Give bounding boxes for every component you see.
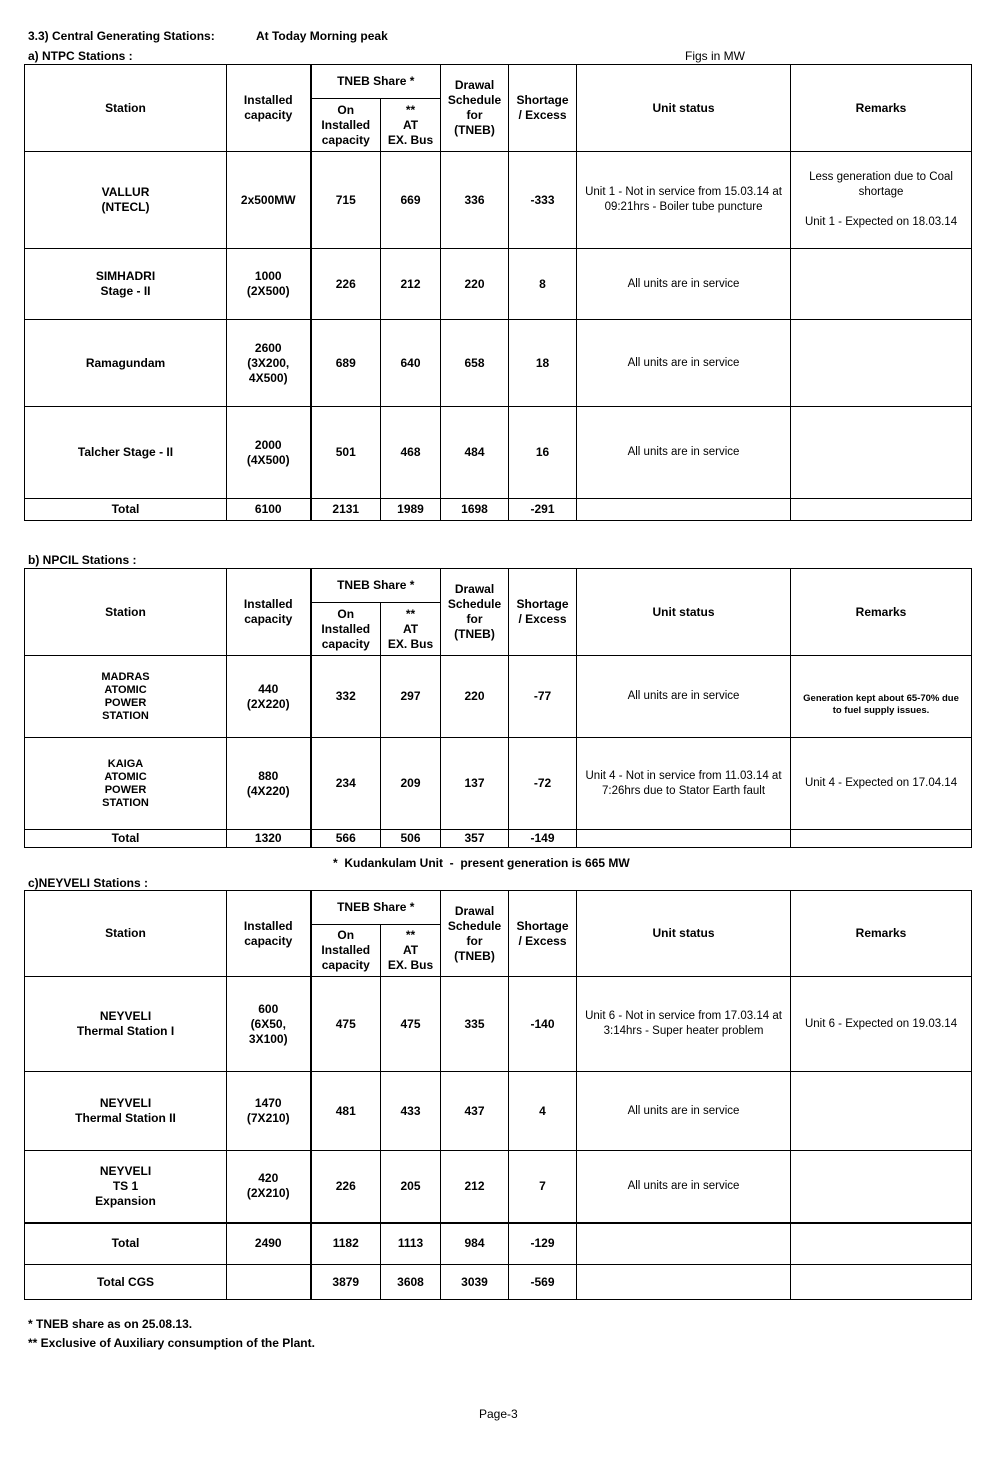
- at-exbus-value: 297: [381, 656, 441, 738]
- station-name: Ramagundam: [25, 320, 227, 407]
- ntpc-table: [24, 64, 972, 521]
- drawal-value: 335: [441, 977, 509, 1072]
- station-name: NEYVELI Thermal Station II: [25, 1072, 227, 1151]
- total-remarks-empty: [791, 830, 972, 848]
- shortage-value: -77: [509, 656, 577, 738]
- header-unit-status: Unit status: [577, 65, 791, 152]
- table-row: [25, 1151, 972, 1223]
- station-name: NEYVELI TS 1 Expansion: [25, 1151, 227, 1223]
- drawal-value: 437: [441, 1072, 509, 1151]
- remarks-text: Unit 4 - Expected on 17.04.14: [791, 738, 972, 830]
- total-remarks-empty: [791, 499, 972, 521]
- table-row: [25, 249, 972, 320]
- at-exbus-value: 212: [381, 249, 441, 320]
- total-at-exbus: 506: [381, 830, 441, 848]
- remarks-text: Less generation due to Coal shortage Unit 1 - Expected on 18.03.14: [791, 152, 972, 249]
- at-exbus-value: 209: [381, 738, 441, 830]
- station-name: KAIGA ATOMIC POWER STATION: [25, 738, 227, 830]
- total-at-exbus: 1989: [381, 499, 441, 521]
- unit-status-text: All units are in service: [577, 407, 791, 499]
- header-drawal: Drawal Schedule for (TNEB): [441, 891, 509, 977]
- station-name: SIMHADRI Stage - II: [25, 249, 227, 320]
- header-shortage: Shortage / Excess: [509, 65, 577, 152]
- header-unit-status: Unit status: [577, 891, 791, 977]
- header-at-exbus: ** AT EX. Bus: [381, 603, 441, 656]
- total-shortage: -129: [509, 1223, 577, 1265]
- shortage-value: 4: [509, 1072, 577, 1151]
- remarks-text: [791, 1072, 972, 1151]
- installed-capacity: 600 (6X50, 3X100): [227, 977, 311, 1072]
- footnote-tneb-share: * TNEB share as on 25.08.13.: [28, 1317, 193, 1331]
- shortage-value: 16: [509, 407, 577, 499]
- total-on-installed: 1182: [311, 1223, 381, 1265]
- on-installed-value: 234: [311, 738, 381, 830]
- header-on-installed: On Installed capacity: [311, 603, 381, 656]
- header-remarks: Remarks: [791, 65, 972, 152]
- on-installed-value: 226: [311, 249, 381, 320]
- remarks-text: [791, 1151, 972, 1223]
- grand-total-installed: [227, 1265, 311, 1300]
- header-on-installed: On Installed capacity: [311, 925, 381, 977]
- drawal-value: 220: [441, 249, 509, 320]
- total-shortage: -149: [509, 830, 577, 848]
- on-installed-value: 226: [311, 1151, 381, 1223]
- header-installed: Installed capacity: [227, 891, 311, 977]
- grand-total-label: Total CGS: [25, 1265, 227, 1300]
- remarks-text: Unit 6 - Expected on 19.03.14: [791, 977, 972, 1072]
- installed-capacity: 420 (2X210): [227, 1151, 311, 1223]
- remarks-text: [791, 320, 972, 407]
- table-row: [25, 407, 972, 499]
- installed-capacity: 440 (2X220): [227, 656, 311, 738]
- installed-capacity: 2000 (4X500): [227, 407, 311, 499]
- header-station: Station: [25, 569, 227, 656]
- at-exbus-value: 205: [381, 1151, 441, 1223]
- station-name: NEYVELI Thermal Station I: [25, 977, 227, 1072]
- at-exbus-value: 475: [381, 977, 441, 1072]
- header-tneb-share: TNEB Share *: [311, 891, 441, 925]
- header-drawal: Drawal Schedule for (TNEB): [441, 569, 509, 656]
- grand-total-row: [25, 1265, 972, 1300]
- unit-status-text: All units are in service: [577, 320, 791, 407]
- remarks-text: Generation kept about 65-70% due to fuel supply issues.: [791, 656, 972, 738]
- header-at-exbus: ** AT EX. Bus: [381, 99, 441, 152]
- grand-total-drawal: 3039: [441, 1265, 509, 1300]
- on-installed-value: 332: [311, 656, 381, 738]
- total-drawal: 1698: [441, 499, 509, 521]
- header-station: Station: [25, 891, 227, 977]
- on-installed-value: 715: [311, 152, 381, 249]
- header-tneb-share: TNEB Share *: [311, 569, 441, 603]
- npcil-table: [24, 568, 972, 848]
- page-number: Page-3: [479, 1407, 518, 1421]
- total-status-empty: [577, 1223, 791, 1265]
- station-name: Talcher Stage - II: [25, 407, 227, 499]
- header-installed: Installed capacity: [227, 65, 311, 152]
- total-remarks-empty: [791, 1223, 972, 1265]
- npcil-title: b) NPCIL Stations :: [28, 553, 137, 567]
- station-name: VALLUR (NTECL): [25, 152, 227, 249]
- table-row: [25, 738, 972, 830]
- total-installed: 2490: [227, 1223, 311, 1265]
- drawal-value: 212: [441, 1151, 509, 1223]
- header-tneb-share: TNEB Share *: [311, 65, 441, 99]
- at-exbus-value: 640: [381, 320, 441, 407]
- table-row: [25, 320, 972, 407]
- grand-total-shortage: -569: [509, 1265, 577, 1300]
- total-label: Total: [25, 1223, 227, 1265]
- drawal-value: 484: [441, 407, 509, 499]
- total-label: Total: [25, 499, 227, 521]
- shortage-value: 8: [509, 249, 577, 320]
- table-row: [25, 152, 972, 249]
- total-at-exbus: 1113: [381, 1223, 441, 1265]
- total-on-installed: 566: [311, 830, 381, 848]
- total-label: Total: [25, 830, 227, 848]
- header-installed: Installed capacity: [227, 569, 311, 656]
- at-exbus-value: 433: [381, 1072, 441, 1151]
- section-heading: 3.3) Central Generating Stations:: [28, 29, 215, 43]
- header-shortage: Shortage / Excess: [509, 569, 577, 656]
- header-remarks: Remarks: [791, 891, 972, 977]
- total-row: [25, 830, 972, 848]
- remarks-text: [791, 249, 972, 320]
- drawal-value: 336: [441, 152, 509, 249]
- total-installed: 1320: [227, 830, 311, 848]
- shortage-value: -140: [509, 977, 577, 1072]
- total-row: [25, 499, 972, 521]
- header-at-exbus: ** AT EX. Bus: [381, 925, 441, 977]
- table-row: [25, 1072, 972, 1151]
- neyveli-title: c)NEYVELI Stations :: [28, 876, 149, 890]
- header-drawal: Drawal Schedule for (TNEB): [441, 65, 509, 152]
- total-installed: 6100: [227, 499, 311, 521]
- total-drawal: 984: [441, 1223, 509, 1265]
- footnote-auxiliary: ** Exclusive of Auxiliary consumption of the Plant.: [28, 1336, 315, 1350]
- unit-status-text: All units are in service: [577, 656, 791, 738]
- unit-status-text: Unit 4 - Not in service from 11.03.14 at 7:26hrs due to Stator Earth fault: [577, 738, 791, 830]
- grand-total-on-installed: 3879: [311, 1265, 381, 1300]
- unit-status-text: Unit 6 - Not in service from 17.03.14 at 3:14hrs - Super heater problem: [577, 977, 791, 1072]
- on-installed-value: 475: [311, 977, 381, 1072]
- figs-note: Figs in MW: [685, 49, 745, 63]
- header-on-installed: On Installed capacity: [311, 99, 381, 152]
- unit-status-text: All units are in service: [577, 249, 791, 320]
- header-unit-status: Unit status: [577, 569, 791, 656]
- section-subtitle: At Today Morning peak: [256, 29, 388, 43]
- total-row: [25, 1223, 972, 1265]
- total-status-empty: [577, 830, 791, 848]
- grand-total-remarks-empty: [791, 1265, 972, 1300]
- at-exbus-value: 468: [381, 407, 441, 499]
- total-drawal: 357: [441, 830, 509, 848]
- installed-capacity: 1470 (7X210): [227, 1072, 311, 1151]
- installed-capacity: 1000 (2X500): [227, 249, 311, 320]
- shortage-value: -333: [509, 152, 577, 249]
- shortage-value: 7: [509, 1151, 577, 1223]
- at-exbus-value: 669: [381, 152, 441, 249]
- installed-capacity: 2x500MW: [227, 152, 311, 249]
- on-installed-value: 481: [311, 1072, 381, 1151]
- installed-capacity: 2600 (3X200, 4X500): [227, 320, 311, 407]
- header-remarks: Remarks: [791, 569, 972, 656]
- drawal-value: 658: [441, 320, 509, 407]
- total-status-empty: [577, 499, 791, 521]
- unit-status-text: Unit 1 - Not in service from 15.03.14 at 09:21hrs - Boiler tube puncture: [577, 152, 791, 249]
- remarks-text: [791, 407, 972, 499]
- unit-status-text: All units are in service: [577, 1072, 791, 1151]
- station-name: MADRAS ATOMIC POWER STATION: [25, 656, 227, 738]
- unit-status-text: All units are in service: [577, 1151, 791, 1223]
- ntpc-title: a) NTPC Stations :: [28, 49, 133, 63]
- neyveli-table: [24, 890, 972, 1300]
- on-installed-value: 689: [311, 320, 381, 407]
- total-shortage: -291: [509, 499, 577, 521]
- header-station: Station: [25, 65, 227, 152]
- grand-total-at-exbus: 3608: [381, 1265, 441, 1300]
- grand-total-status-empty: [577, 1265, 791, 1300]
- shortage-value: -72: [509, 738, 577, 830]
- total-on-installed: 2131: [311, 499, 381, 521]
- shortage-value: 18: [509, 320, 577, 407]
- table-row: [25, 656, 972, 738]
- header-shortage: Shortage / Excess: [509, 891, 577, 977]
- drawal-value: 137: [441, 738, 509, 830]
- drawal-value: 220: [441, 656, 509, 738]
- installed-capacity: 880 (4X220): [227, 738, 311, 830]
- table-row: [25, 977, 972, 1072]
- on-installed-value: 501: [311, 407, 381, 499]
- kudankulam-note: * Kudankulam Unit - present generation is 665 MW: [333, 856, 630, 870]
